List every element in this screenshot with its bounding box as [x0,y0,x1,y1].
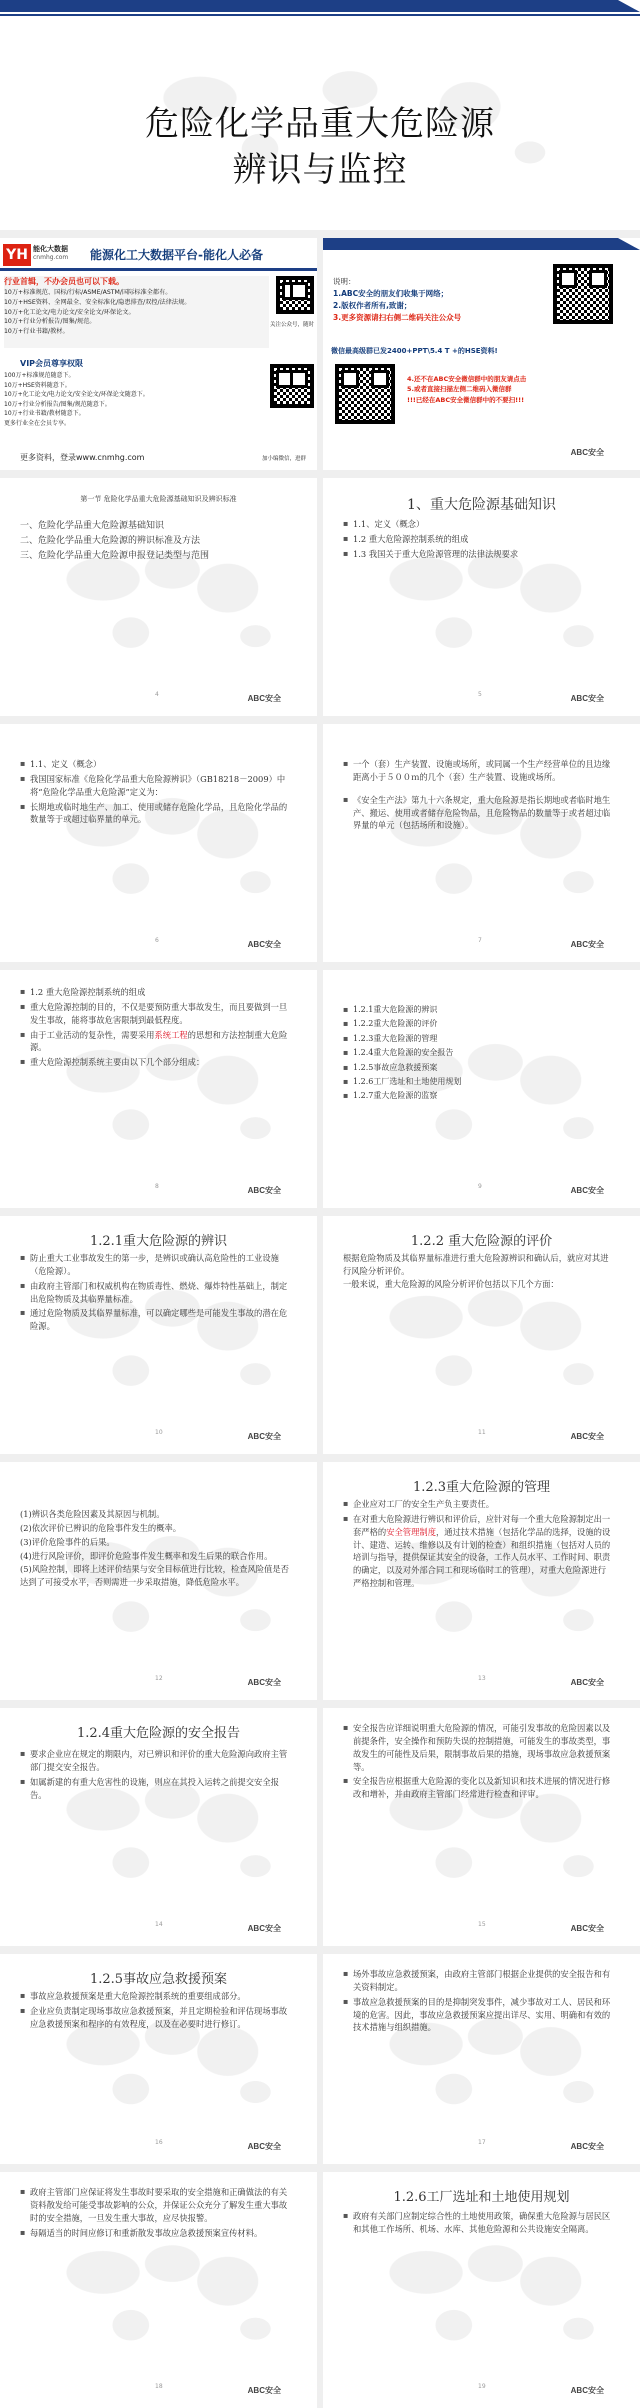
footer-brand: ABC安全 [570,2142,604,2151]
footer-brand: ABC安全 [247,1432,281,1441]
ad-slide-left [0,238,317,470]
footer-brand: ABC安全 [570,1924,604,1933]
slide-title: 第一节 危险化学品重大危险源基础知识及辨识标准 [80,495,237,503]
slide-list: 一、危险化学品重大危险源基础知识 二、危险化学品重大危险源的辨识标准及方法 三、危险化学品重大危险源申报登记类型与范围 [20,521,210,561]
footer-brand: ABC安全 [247,694,281,703]
top-band [0,0,640,12]
ad-red-note: 4.还不在ABC安全微信群中的朋友请点击 5.或者直接扫描左侧二维码入微信群 !!!已经在ABC安全微信群中的不要扫!!! [407,375,527,404]
slide-list: 根据危险物质及其临界量标准进行重大危险源辨识和确认后，就应对其进行风险分析评价。 一般来说，重大危险源的风险分析评价包括以下几个方面： [343,1253,609,1289]
top-line [0,14,640,16]
slide-10: 1.2.1重大危险源的辨识 ▪ 防止重大工业事故发生的第一步，是辨识或确认高危险性的工业设施（危险源）。 ▪ 由政府主管部门和权威机构在物质毒性、燃烧、爆炸特性基础上，制定出危险物质及其临界量标准。 ▪ 通过危险物质及其临界量标准，可以确定哪些是可能发生事故的潜在危险源。 10 ABC安全 [0,1216,317,1454]
slide-6: ▪ 1.1、定义（概念） ▪ 我国国家标准《危险化学品重大危险源辨识》（GB18218－2009）中将“危险化学品重大危险源”定义为： ▪ 长期地或临时地生产、加工、使用或储存危险化学品，且危险化学品的数量等于或超过临界量的单元。 6 ABC安全 [0,724,317,962]
footer-brand: ABC安全 [570,1186,604,1195]
logo-text: 能化大数据 [33,245,68,253]
slide-list: ▪ 政府主管部门应保证将发生事故时要采取的安全措施和正确做法的有关资料散发给可能受事故影响的公众，并保证公众充分了解发生重大事故时的安全措施，一旦发生重大事故，应尽快报警。 ▪ 每隔适当的时间应修订和重新散发事故应急救援预案宣传材料。 [20,2186,291,2241]
slide-title: 1.2.3重大危险源的管理 [412,1480,551,1495]
logo-icon: YH [3,244,31,266]
wechat-line: 微信最高级群已发2400+PPT\5.4 T +的HSE资料! [331,347,498,355]
footer-brand: ABC安全 [247,1924,281,1933]
slide-12: (1)辨识各类危险因素及其原因与机制。 (2)依次评价已辨识的危险事件发生的概率。 (3)评价危险事件的后果。 (4)进行风险评价，即评价危险事件发生概率和发生后果的联合作用。 (5)风险控制，即将上述评价结果与安全目标值进行比较，检查风险值是否达到了可接受水平，否则需进一步采取措施，降低危险水平。 12 ABC安全 [0,1462,317,1700]
ad-bottom-link[interactable]: 更多资料，登录www.cnmhg.com [20,453,145,462]
footer-brand: ABC安全 [247,1186,281,1195]
slide-16: 1.2.5事故应急救援预案 ▪ 事故应急救援预案是重大危险源控制系统的重要组成部分。 ▪ 企业应负责制定现场事故应急救援预案，并且定期检验和评估现场事故应急救援预案和程序的有效程度，以及在必要时进行修订。 16 ABC安全 [0,1954,317,2164]
slide-list: ▪ 1.2.1重大危险源的辨识 ▪ 1.2.2重大危险源的评价 ▪ 1.2.3重大危险源的管理 ▪ 1.2.4重大危险源的安全报告 ▪ 1.2.5事故应急救援预案 ▪ 1.2.6工厂选址和土地使用规划 ▪ 1.2.7重大危险源的监察 [343,1004,614,1105]
slide-19: 1.2.6工厂选址和土地使用规划 ▪ 政府有关部门应制定综合性的土地使用政策，确保重大危险源与居民区和其他工作场所、机场、水库、其他危险源和公共设施安全隔离。 19 ABC安全 [323,2172,640,2408]
qr-code-icon-3 [553,264,613,324]
slide-title: 1、重大危险源基础知识 [407,497,556,513]
slide-15: ▪ 安全报告应详细说明重大危险源的情况，可能引发事故的危险因素以及前提条件，安全操作和预防失误的控制措施，可能发生的事故类型，事故发生的可能性及后果，限制事故后果的措施，现场事故应急救援预案等。 ▪ 安全报告应根据重大危险源的变化以及新知识和技术进展的情况进行修改和增补，并由政府主管部门经常进行检查和评审。 15 ABC安全 [323,1708,640,1946]
slide-title: 1.2.4重大危险源的安全报告 [76,1726,241,1741]
ad-slide-right [323,238,640,470]
slide-list: ▪ 安全报告应详细说明重大危险源的情况，可能引发事故的危险因素以及前提条件，安全操作和预防失误的控制措施，可能发生的事故类型，事故发生的可能性及后果，限制事故后果的措施，现场事故应急救援预案等。 ▪ 安全报告应根据重大危险源的变化以及新知识和技术进展的情况进行修改和增补，并由政府主管部门经常进行检查和评审。 [343,1722,614,1803]
slide-title: 1.2.6工厂选址和土地使用规划 [393,2190,570,2205]
slide-list: ▪ 事故应急救援预案是重大危险源控制系统的重要组成部分。 ▪ 企业应负责制定现场事故应急救援预案，并且定期检验和评估现场事故应急救援预案和程序的有效程度，以及在必要时进行修订。 [20,1990,291,2033]
slide-list: ▪ 1.1、定义（概念） ▪ 我国国家标准《危险化学品重大危险源辨识》（GB18218－2009）中将“危险化学品重大危险源”定义为： ▪ 长期地或临时地生产、加工、使用或储存危险化学品，且危险化学品的数量等于或超过临界量的单元。 [20,758,291,828]
qr-code-icon-4 [335,364,395,424]
slide-list: ▪ 防止重大工业事故发生的第一步，是辨识或确认高危险性的工业设施（危险源）。 ▪ 由政府主管部门和权威机构在物质毒性、燃烧、爆炸特性基础上，制定出危险物质及其临界量标准。 ▪ 通过危险物质及其临界量标准，可以确定哪些是可能发生事故的潜在危险源。 [20,1252,291,1335]
footer-brand: ABC安全 [247,1678,281,1687]
slide-title: 1.2.5事故应急救援预案 [89,1972,228,1987]
slide-list: ▪ 1.2 重大危险源控制系统的组成 ▪ 重大危险源控制的目的，不仅是要预防重大事故发生，而且要做到一旦发生事故，能将事故危害限制到最低程度。 ▪ 由于工业活动的复杂性，需要采用系统工程的思想和方法控制重大危险源。 ▪ 重大危险源控制系统主要由以下几个部分组成： [20,986,291,1071]
vip-title: VIP会员尊享权限 [20,359,84,368]
qr-code-icon-2 [270,364,314,408]
slide-9: ▪ 1.2.1重大危险源的辨识 ▪ 1.2.2重大危险源的评价 ▪ 1.2.3重大危险源的管理 ▪ 1.2.4重大危险源的安全报告 ▪ 1.2.5事故应急救援预案 ▪ 1.2.6工厂选址和土地使用规划 ▪ 1.2.7重大危险源的监察 9 ABC安全 [323,970,640,1208]
ad-feature-list: 行业首辑，不办会员也可以下载。 10万+标准规范、国标/行标/ASME/ASTM/国际标准全都有。 10万+HSE资料、全网最全、安全标准化/隐患排查/双控/法律法规。 10万+化工论文/电力论文/安全论文/环保论文。 10万+行业分析报告/图集/规范。 10万+行业书籍/教材。 [4,276,269,348]
footer-brand: ABC安全 [570,2386,604,2395]
vip-list: 100万+标准规范随意下。 10万+HSE资料随意下。 10万+化工论文/电力论文/安全论文/环保论文随意下。 10万+行业分析报告/图集/规范随意下。 10万+行业书籍/教材随意下。 更多行业全在会员专享。 [4,372,149,427]
cover-title: 危险化学品重大危险源 辨识与监控 [145,104,495,190]
slide-8: ▪ 1.2 重大危险源控制系统的组成 ▪ 重大危险源控制的目的，不仅是要预防重大事故发生，而且要做到一旦发生事故，能将事故危害限制到最低程度。 ▪ 由于工业活动的复杂性，需要采用系统工程的思想和方法控制重大危险源。 ▪ 重大危险源控制系统主要由以下几个部分组成： 8 ABC安全 [0,970,317,1208]
footer-brand: ABC安全 [247,2142,281,2151]
slide-11: 1.2.2 重大危险源的评价 根据危险物质及其临界量标准进行重大危险源辨识和确认后，就应对其进行风险分析评价。 一般来说，重大危险源的风险分析评价包括以下几个方面： 11 ABC安全 [323,1216,640,1454]
logo-url: cnmhg.com [33,254,69,261]
qr-code-icon [276,276,314,314]
ad-note: 说明： 1.ABC安全的朋友们收集于网络； 2.版权作者所有,致谢； 3.更多资源请扫右侧二维码关注公众号 [333,277,462,322]
slide-14: 1.2.4重大危险源的安全报告 ▪ 要求企业应在规定的期限内，对已辨识和评价的重大危险源向政府主管部门提交安全报告。 ▪ 如属新建的有重大危害性的设施，则应在其投入运转之前提交安全报告。 14 ABC安全 [0,1708,317,1946]
slide-5: 1、重大危险源基础知识 ▪ 1.1、定义（概念） ▪ 1.2 重大危险源控制系统的组成 ▪ 1.3 我国关于重大危险源管理的法律法规要求 5 ABC安全 [323,478,640,716]
footer-brand: ABC安全 [570,940,604,949]
slide-list: ▪ 场外事故应急救援预案，由政府主管部门根据企业提供的安全报告和有关资料制定。 ▪ 事故应急救援预案的目的是抑制突发事件，减少事故对工人、居民和环境的危害。因此，事故应急救援预案应提出详尽、实用、明确和有效的技术措施与组织措施。 [343,1968,614,2036]
qr1-caption: 关注公众号，随时 [270,322,315,328]
footer-brand: ABC安全 [570,448,604,457]
footer-brand: ABC安全 [570,1678,604,1687]
slide-title: 1.2.1重大危险源的辨识 [89,1234,228,1249]
slide-title: 1.2.2 重大危险源的评价 [410,1234,553,1249]
slide-list: ▪ 企业应对工厂的安全生产负主要责任。 ▪ 在对重大危险源进行辨识和评价后，应针对每一个重大危险源制定出一套严格的安全管理制度，通过技术措施（包括化学品的选择，设施的设计、建造、运转、维修以及有计划的检查）和组织措施（包括对人员的培训与指导，提供保证其安全的设备，工作人员水平、工作时间、职责的确定，以及对外部合同工和现场临时工的管理），对重大危险源进行严格控制和管理。 [343,1498,614,1592]
cover-slide [0,0,640,230]
footer-brand: ABC安全 [247,2386,281,2395]
slide-18: ▪ 政府主管部门应保证将发生事故时要采取的安全措施和正确做法的有关资料散发给可能受事故影响的公众，并保证公众充分了解发生重大事故时的安全措施，一旦发生重大事故，应尽快报警。 ▪ 每隔适当的时间应修订和重新散发事故应急救援预案宣传材料。 18 ABC安全 [0,2172,317,2408]
slide-list: ▪ 一个（套）生产装置、设施或场所，或同属一个生产经营单位的且边缘距离小于５００ｍ的几个（套）生产装置、设施或场所。 ▪ 《安全生产法》第九十六条规定，重大危险源是指长期地或者临时地生产、搬运、使用或者储存危险物品，且危险物品的数量等于或者超过临界量的单元（包括场所和设施）。 [343,758,614,834]
slide-4: 第一节 危险化学品重大危险源基础知识及辨识标准 一、危险化学品重大危险源基础知识 二、危险化学品重大危险源的辨识标准及方法 三、危险化学品重大危险源申报登记类型与范围 4 ABC安全 [0,478,317,716]
slide-list: ▪ 1.1、定义（概念） ▪ 1.2 重大危险源控制系统的组成 ▪ 1.3 我国关于重大危险源管理的法律法规要求 [343,518,614,563]
slide-7: ▪ 一个（套）生产装置、设施或场所，或同属一个生产经营单位的且边缘距离小于５００ｍ的几个（套）生产装置、设施或场所。 ▪ 《安全生产法》第九十六条规定，重大危险源是指长期地或者临时地生产、搬运、使用或者储存危险物品，且危险物品的数量等于或者超过临界量的单元（包括场所和设施）。 7 ABC安全 [323,724,640,962]
slide-list: ▪ 政府有关部门应制定综合性的土地使用政策，确保重大危险源与居民区和其他工作场所、机场、水库、其他危险源和公共设施安全隔离。 [343,2210,614,2238]
ad-headline: 能源化工大数据平台-能化人必备 [90,248,263,262]
qr2-caption: 加小编微信，进群 [262,456,307,462]
footer-brand: ABC安全 [247,940,281,949]
footer-brand: ABC安全 [570,1432,604,1441]
slide-list: (1)辨识各类危险因素及其原因与机制。 (2)依次评价已辨识的危险事件发生的概率。 (3)评价危险事件的后果。 (4)进行风险评价，即评价危险事件发生概率和发生后果的联合作用。 (5)风险控制，即将上述评价结果与安全目标值进行比较，检查风险值是否达到了可接受水平，否则需进一步采取措施，降低危险水平。 [20,1509,289,1588]
slide-13: 1.2.3重大危险源的管理 ▪ 企业应对工厂的安全生产负主要责任。 ▪ 在对重大危险源进行辨识和评价后，应针对每一个重大危险源制定出一套严格的安全管理制度，通过技术措施（包括化学品的选择，设施的设计、建造、运转、维修以及有计划的检查）和组织措施（包括对人员的培训与指导，提供保证其安全的设备，工作人员水平、工作时间、职责的确定，以及对外部合同工和现场临时工的管理），对重大危险源进行严格控制和管理。 13 ABC安全 [323,1462,640,1700]
footer-brand: ABC安全 [570,694,604,703]
slide-17: ▪ 场外事故应急救援预案，由政府主管部门根据企业提供的安全报告和有关资料制定。 ▪ 事故应急救援预案的目的是抑制突发事件，减少事故对工人、居民和环境的危害。因此，事故应急救援预案应提出详尽、实用、明确和有效的技术措施与组织措施。 17 ABC安全 [323,1954,640,2164]
slide-list: ▪ 要求企业应在规定的期限内，对已辨识和评价的重大危险源向政府主管部门提交安全报告。 ▪ 如属新建的有重大危害性的设施，则应在其投入运转之前提交安全报告。 [20,1748,291,1803]
